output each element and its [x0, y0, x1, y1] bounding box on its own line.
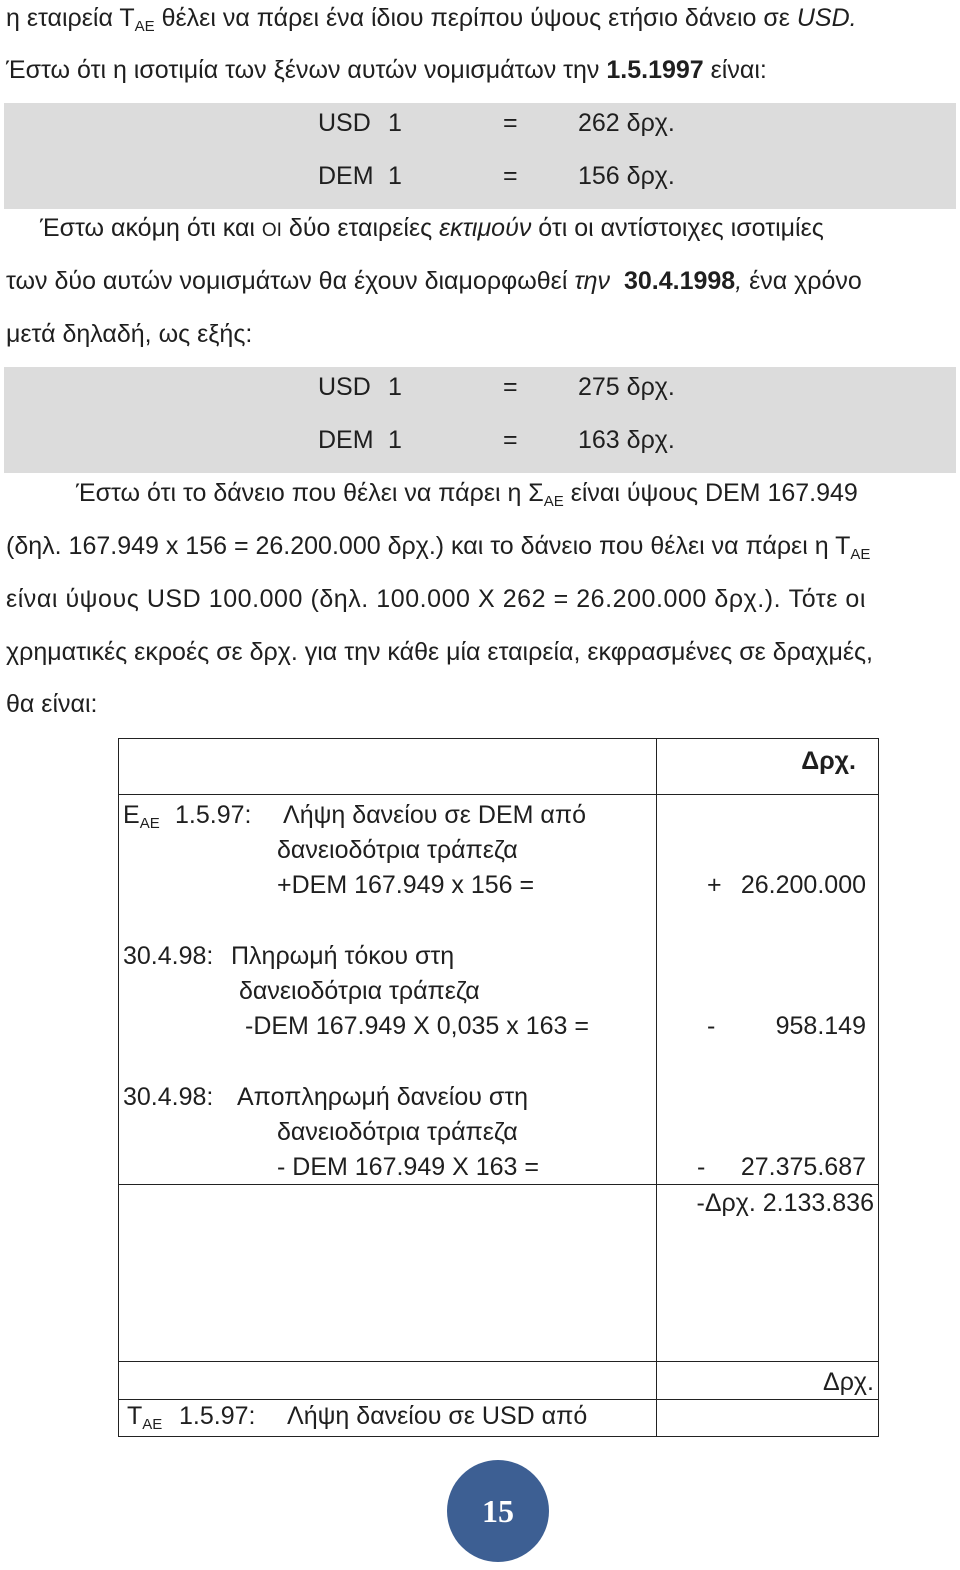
company-label: $T_{AE}$	[127, 1402, 163, 1433]
italic-text: την	[574, 267, 611, 295]
rate-unit: 1	[388, 109, 402, 137]
amount-sign: -	[707, 1012, 716, 1040]
currency-header: Δρχ.	[801, 747, 856, 775]
entry-date: 30.4.98:	[123, 1083, 214, 1111]
paragraph-line: θα είναι:	[6, 690, 98, 718]
text: (δηλ. 167.949 x 156 = 26.200.000 δρχ.) και το δάνειο που θέλει να πάρει η Τ	[6, 532, 851, 560]
total-amount: -Δρχ. 2.133.836	[696, 1189, 874, 1217]
paragraph-line: χρηματικές εκροές σε δρχ. για την κάθε μία εταιρεία, εκφρασμένες σε δραχμές,	[6, 638, 873, 666]
text: των δύο αυτών νομισμάτων θα έχουν διαμορφωθεί	[6, 267, 575, 295]
company2-row	[119, 1400, 879, 1437]
paragraph-line	[76, 479, 858, 510]
total-row	[119, 1185, 879, 1362]
entry-line: - DEM 167.949 Χ 163 =	[277, 1153, 539, 1181]
rate-value: 156 δρχ.	[578, 162, 675, 190]
entry-date: 30.4.98:	[123, 942, 214, 970]
page-number: 15	[482, 1492, 514, 1529]
rate-value: 163 δρχ.	[578, 426, 675, 454]
amount-sign: +	[707, 871, 722, 899]
rates-1997-block	[4, 103, 956, 209]
rate-equals: =	[503, 109, 518, 137]
entry-line: Αποπληρωμή δανείου στη	[237, 1083, 529, 1111]
text: ένα χρόνο	[742, 267, 862, 295]
entry-date: 1.5.97:	[175, 801, 252, 829]
rate-unit: 1	[388, 373, 402, 401]
amount-value: 26.200.000	[740, 871, 866, 899]
rates-1998-block	[4, 367, 956, 473]
paragraph-line: είναι ύψους USD 100.000 (δηλ. 100.000 Χ 262 = 26.200.000 δρχ.). Τότε οι	[6, 585, 866, 613]
company-label: $E_{AE}$	[123, 801, 160, 832]
entry-line: +DEM 167.949 x 156 =	[277, 871, 535, 899]
paragraph-line	[6, 216, 954, 241]
company2-header-row	[119, 1362, 879, 1400]
bold-date: 30.4.1998	[623, 267, 736, 295]
subscript: ΑΕ	[850, 546, 871, 563]
text: Έστω ότι η ισοτιμία των ξένων αυτών νομισμάτων την	[6, 56, 607, 84]
text: είναι ύψους DEM 167.949	[563, 479, 858, 507]
text: η εταιρεία Τ	[6, 4, 135, 32]
header-blank-cell	[119, 739, 657, 795]
text: θέλει να πάρει ένα ίδιου περίπου ύψους ετήσιο δάνειο σε	[154, 4, 797, 32]
company1-description-cell	[119, 795, 657, 1185]
rate-value: 275 δρχ.	[578, 373, 675, 401]
entry-line: δανειοδότρια τράπεζα	[239, 977, 480, 1005]
ledger-table	[118, 738, 879, 1437]
page-number-badge	[447, 1460, 549, 1562]
rate-value: 262 δρχ.	[578, 109, 675, 137]
currency-header: Δρχ.	[823, 1368, 874, 1396]
table-header-row	[119, 739, 879, 795]
entry-line: Λήψη δανείου σε DEM από	[283, 801, 586, 829]
bold-date: 1.5.1997	[606, 56, 704, 84]
text: Έστω ότι το δάνειο που θέλει να πάρει η Σ	[76, 479, 544, 507]
italic-text: ,	[735, 267, 743, 295]
total-blank-cell	[119, 1185, 657, 1362]
rate-currency: USD	[318, 109, 371, 137]
paragraph-line	[6, 532, 871, 563]
total-cell	[657, 1185, 879, 1362]
company2-header-blank-cell	[119, 1362, 657, 1400]
header-currency-cell	[657, 739, 879, 795]
rate-equals: =	[503, 162, 518, 190]
entry-date: 1.5.97:	[179, 1402, 256, 1430]
entry-line: Πληρωμή τόκου στη	[231, 942, 455, 970]
rate-equals: =	[503, 373, 518, 401]
subscript: ΑΕ	[134, 18, 155, 35]
company2-description-cell	[119, 1400, 657, 1437]
rate-currency: DEM	[318, 426, 374, 454]
entry-line: δανειοδότρια τράπεζα	[277, 836, 518, 864]
text: είναι:	[703, 56, 767, 84]
amount-sign: -	[697, 1153, 706, 1181]
company2-amount-cell	[657, 1400, 879, 1437]
entry-line: -DEM 167.949 Χ 0,035 x 163 =	[245, 1012, 589, 1040]
subscript: ΑΕ	[543, 493, 564, 510]
text-run: Έστω ακόμη ότι και ΟΙ δύο εταιρείες εκτιμούν ότι οι αντίστοιχες ισοτιμίες	[40, 214, 824, 242]
company1-amount-cell	[657, 795, 879, 1185]
company2-header-cell	[657, 1362, 879, 1400]
rate-unit: 1	[388, 426, 402, 454]
rate-equals: =	[503, 426, 518, 454]
entry-line: δανειοδότρια τράπεζα	[277, 1118, 518, 1146]
rate-currency: DEM	[318, 162, 374, 190]
amount-value: 27.375.687	[740, 1153, 866, 1181]
rate-unit: 1	[388, 162, 402, 190]
amount-value: 958.149	[775, 1012, 866, 1040]
paragraph-line	[6, 58, 767, 83]
paragraph-line: μετά δηλαδή, ως εξής:	[6, 320, 253, 348]
paragraph-line	[6, 4, 857, 35]
italic-text: USD.	[796, 4, 857, 32]
entry-line: Λήψη δανείου σε USD από	[287, 1402, 588, 1430]
rate-currency: USD	[318, 373, 371, 401]
company1-row	[119, 795, 879, 1185]
paragraph-line	[6, 269, 862, 294]
